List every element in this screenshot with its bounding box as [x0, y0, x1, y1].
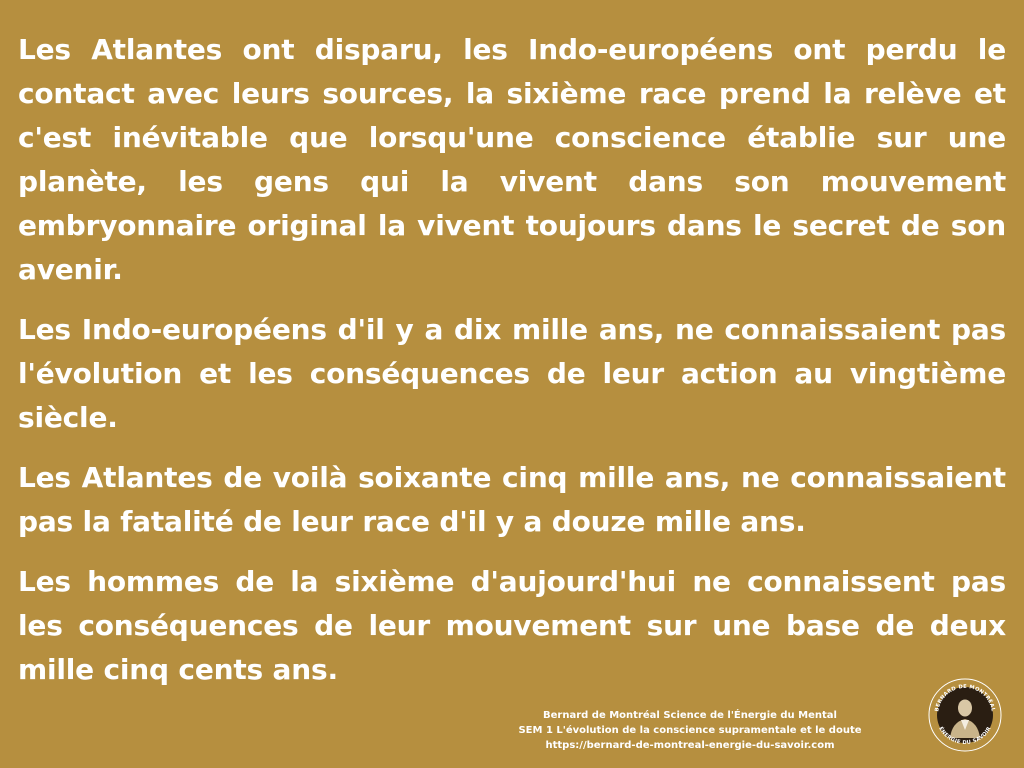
seal-bottom-text: ÉNERGIE DU SAVOIR	[937, 725, 993, 747]
credit-url: https://bernard-de-montreal-energie-du-savoir.com	[545, 740, 835, 751]
quote-paragraph-1: Les Atlantes ont disparu, les Indo-européens ont perdu le contact avec leurs sources, la sixième race prend la relève et c'est inévitable que lorsqu'une conscience établie sur une planète, les gens qui la vivent dans son mouvement embryonnaire original la vivent toujours dans le secret de son avenir.	[18, 33, 1006, 286]
portrait-seal-icon	[928, 678, 1002, 752]
credit-subtitle: SEM 1 L'évolution de la conscience supramentale et le doute	[518, 725, 862, 736]
quote-paragraph-3: Les Atlantes de voilà soixante cinq mille ans, ne connaissaient pas la fatalité de leur race d'il y a douze mille ans.	[18, 461, 1006, 538]
quote-paragraph-4: Les hommes de la sixième d'aujourd'hui ne connaissent pas les conséquences de leur mouvement sur une base de deux mille cinq cents ans.	[18, 565, 1006, 686]
quote-block	[18, 28, 1006, 708]
portrait-seal-graphic	[928, 678, 1002, 752]
portrait-head	[958, 700, 972, 717]
quote-paragraph-2: Les Indo-européens d'il y a dix mille ans, ne connaissaient pas l'évolution et les conséquences de leur action au vingtième siècle.	[18, 313, 1006, 434]
seal-top-text: BERNARD DE MONTRÉAL	[934, 683, 996, 713]
credit-title: Bernard de Montréal Science de l'Énergie du Mental	[543, 710, 837, 721]
source-credit	[480, 708, 900, 753]
